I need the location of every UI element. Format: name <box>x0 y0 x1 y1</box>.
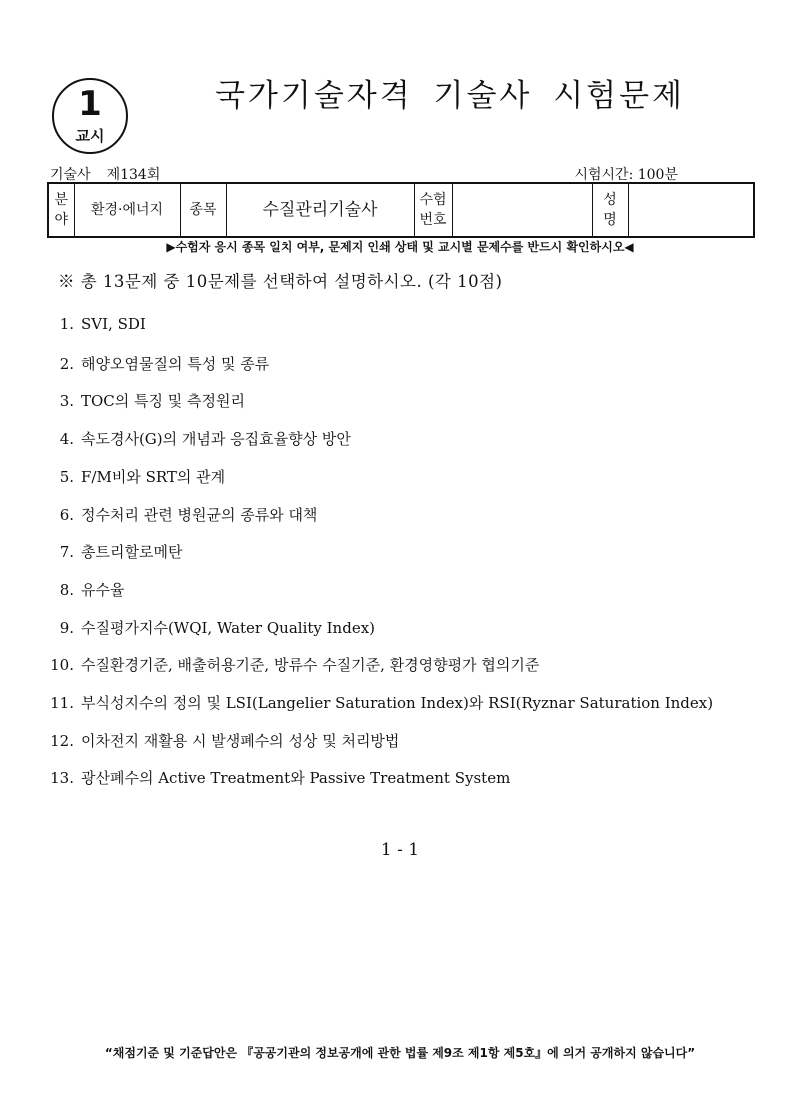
question-item <box>44 617 375 638</box>
question-item <box>44 767 510 788</box>
question-item <box>44 692 713 713</box>
question-text: SVI, SDI <box>81 315 146 333</box>
question-text: 총트리할로메탄 <box>81 543 183 562</box>
question-number: 1. <box>59 315 74 333</box>
session-badge <box>52 78 128 154</box>
question-item <box>44 466 225 487</box>
field-value: 환경·에너지 <box>74 183 180 237</box>
exam-meta <box>50 164 160 184</box>
question-number: 2. <box>59 354 74 373</box>
question-text: TOC의 특징 및 측정원리 <box>81 392 246 411</box>
question-text: 해양오염물질의 특성 및 종류 <box>81 354 270 373</box>
question-number: 11. <box>50 694 74 712</box>
question-number: 4. <box>59 430 74 449</box>
question-number: 12. <box>50 731 74 750</box>
question-text: 수질평가지수(WQI, Water Quality Index) <box>81 618 376 637</box>
question-number: 9. <box>59 618 74 637</box>
question-text: F/M비와 SRT의 관계 <box>81 467 226 486</box>
exam-number-field[interactable] <box>452 183 592 237</box>
question-item <box>44 541 182 562</box>
session-number: 1 <box>78 84 102 124</box>
question-text: 속도경사(G)의 개념과 응집효율향상 방안 <box>81 430 351 449</box>
question-text: 정수처리 관련 병원균의 종류와 대책 <box>81 505 318 524</box>
question-item <box>44 315 146 333</box>
category-value: 수질관리기술사 <box>226 183 414 237</box>
session-label: 교시 <box>75 127 105 145</box>
question-text: 광산폐수의 Active Treatment와 Passive Treatment System <box>81 769 511 788</box>
question-number: 13. <box>50 769 74 788</box>
exam-title: 국가기술자격 기술사 시험문제 <box>214 78 685 114</box>
exam-number-label: 수험 번호 <box>414 183 452 237</box>
page-number: 1 - 1 <box>380 840 420 860</box>
question-number: 7. <box>59 543 74 562</box>
question-number: 5. <box>59 467 74 486</box>
disclosure-footer: “채점기준 및 기준답안은 『공공기관의 정보공개에 관한 법률 제9조 제1항 제5호』에 의거 공개하지 않습니다” <box>104 1046 696 1060</box>
field-label: 분 야 <box>48 183 74 237</box>
name-field[interactable] <box>628 183 754 237</box>
question-text: 수질환경기준, 배출허용기준, 방류수 수질기준, 환경영향평가 협의기준 <box>81 656 540 675</box>
question-item <box>44 353 269 374</box>
question-number: 6. <box>59 505 74 524</box>
question-item <box>44 579 124 600</box>
question-item <box>44 730 399 751</box>
question-number: 8. <box>59 580 74 599</box>
question-item <box>44 428 351 449</box>
question-text: 유수율 <box>81 580 125 599</box>
question-number: 10. <box>50 656 74 675</box>
candidate-info-table <box>47 182 755 238</box>
question-item <box>44 390 245 411</box>
instruction: ※ 총 13문제 중 10문제를 선택하여 설명하시오. (각 10점) <box>58 272 503 291</box>
exam-round: 제134회 <box>106 167 161 183</box>
question-text: 부식성지수의 정의 및 LSI(Langelier Saturation Index)와 RSI(Ryznar Saturation Index) <box>81 694 714 712</box>
category-label: 종목 <box>180 183 226 237</box>
exam-type: 기술사 <box>50 167 91 183</box>
check-notice: ▶수험자 응시 종목 일치 여부, 문제지 인쇄 상태 및 교시별 문제수를 반드시 확인하시오◀ <box>166 240 634 254</box>
question-number: 3. <box>59 392 74 411</box>
exam-duration: 시험시간: 100분 <box>574 167 678 183</box>
question-text: 이차전지 재활용 시 발생폐수의 성상 및 처리방법 <box>81 731 400 750</box>
name-label: 성 명 <box>592 183 628 237</box>
question-item <box>44 504 317 525</box>
question-item <box>44 654 539 675</box>
